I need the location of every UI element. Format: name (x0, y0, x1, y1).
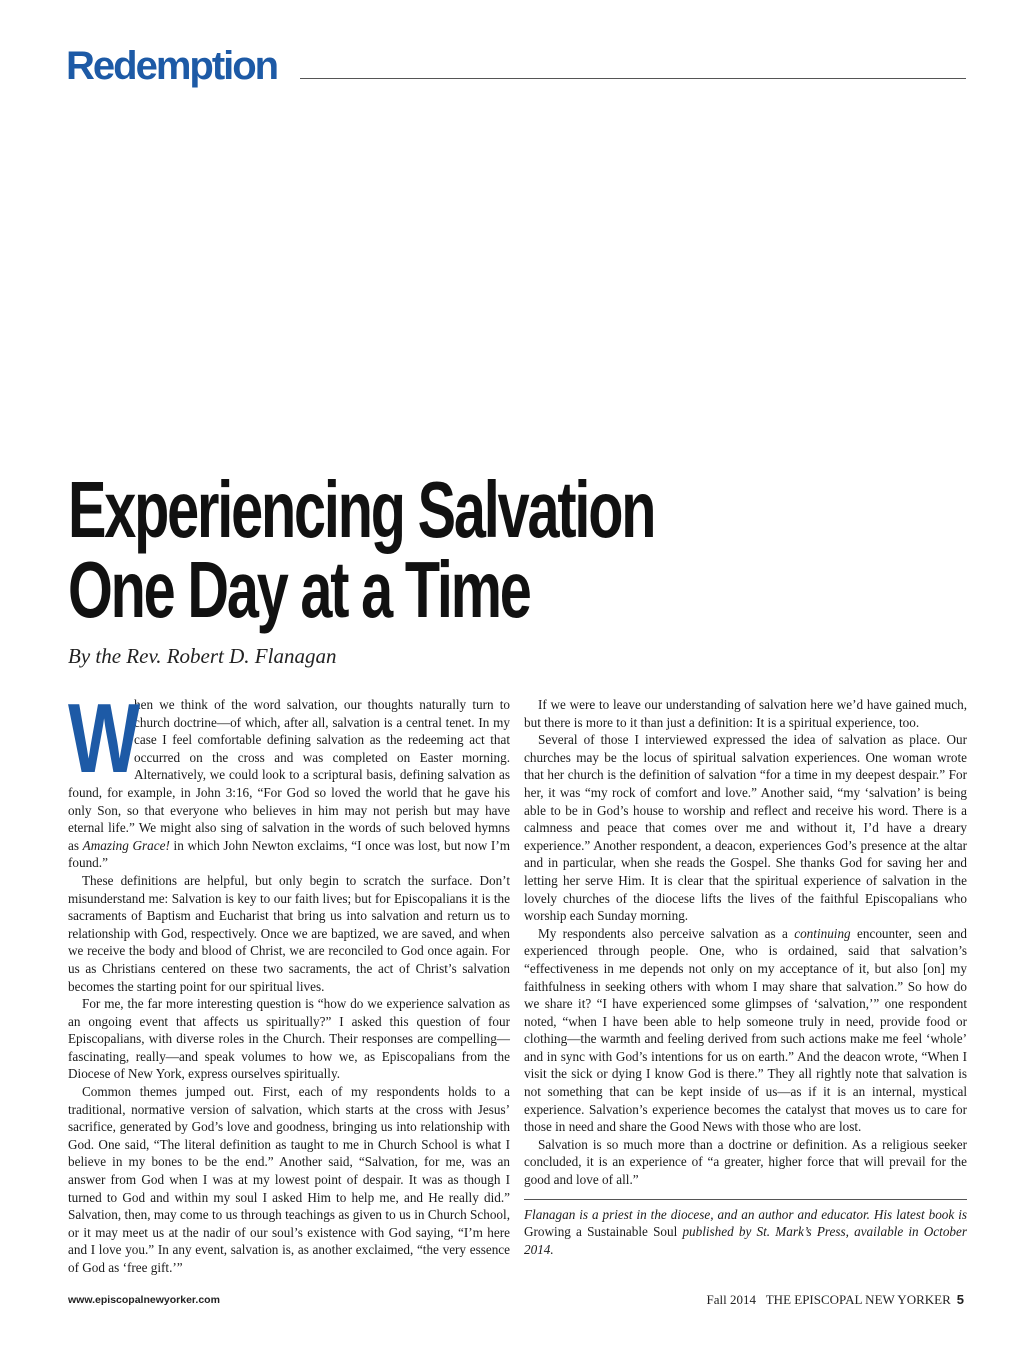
section-header (66, 42, 966, 90)
paragraph-text: hen we think of the word salvation, our thoughts naturally turn to church doctrine—of which, after all, salvation is a central tenet. In my case I feel comfortable defining salvation as the redeeming act that occurred on the cross and was completed on Easter morning. Alternatively, we could look to a scriptural basis, defining salvation as found, for example, in John 3:16, “For God so loved the world that he gave his only Son, so that everyone who believes in him may not perish but may have eternal life.” We might also sing of salvation in the words of such beloved hymns as (68, 697, 510, 853)
article-paragraph (68, 683, 510, 872)
footer-publication: THE EPISCOPAL NEW YORKER (765, 1292, 951, 1307)
paragraph-text: encounter, seen and experienced through people. One, who is ordained, said that salvation’s “effectiveness in me depends not only on my acceptance of it, but also [on] my faithfulness in seeking others with whom I may share that salvation.” So how do we share it? “I have experienced some glimpses of ‘salvation,’” one respondent noted, “when I have been able to help someone truly in need, provide food or clothing—the warmth and feeling derived from such actions make me feel ‘whole’ and in sync with God’s intentions for us on earth.” And the deacon wrote, “When I visit the sick or dying I know God is there.” They all rightly note that salvation is not something that can be kept inside of us—as if it is an internal, mystical experience. Salvation’s experience becomes the catalyst that moves us to care for those in need and share the Good News with those who are lost. (524, 925, 967, 1135)
paragraph-text: My respondents also perceive salvation as a (538, 925, 795, 941)
section-title: Redemption (66, 44, 278, 88)
article-paragraph: Salvation is so much more than a doctrine or definition. As a religious seeker concluded, it is an experience of “a greater, higher force that will prevail for the good and love of all.” (524, 1136, 967, 1188)
footer-url[interactable]: www.episcopalnewyorker.com (68, 1294, 220, 1306)
paragraph-text: in which John Newton exclaims, “I once was lost, but now I’m found.” (68, 837, 510, 871)
headline-line-1: Experiencing Salvation (68, 465, 655, 554)
bio-rule (524, 1199, 967, 1200)
page-number: 5 (956, 1292, 964, 1307)
headline-line-2: One Day at a Time (68, 545, 530, 634)
bio-text: published by St. Mark’s Press, available in October 2014. (524, 1224, 968, 1257)
emphasis: continuing (794, 925, 851, 941)
article-paragraph (524, 925, 967, 1136)
article-paragraph: Common themes jumped out. First, each of my respondents holds to a traditional, normative version of salvation, which starts at the cross with Jesus’ sacrifice, generated by God’s love and goodness, bringing us into relationship with God. One said, “The literal definition as taught to me in Church School is what I believe in my bones to be the end.” Another said, “Salvation, for me, was an answer from God when I was at my lowest point of despair. It was as though I turned to God and within my soul I asked Him to help me, and He really did.” Salvation, then, may come to us through teachings as given to us in Church School, or it may meet us at the nadir of our soul’s existence with God saying, “I’m here and I love you.” In any event, salvation is, as another exclaimed, “the very essence of God as ‘free gift.’” (68, 1084, 510, 1275)
author-bio (524, 1206, 967, 1259)
footer-issue: Fall 2014 (706, 1292, 756, 1307)
book-title: Growing a Sustainable Soul (524, 1224, 678, 1240)
section-rule (300, 78, 966, 79)
headline (68, 465, 655, 634)
drop-cap: W (68, 683, 141, 793)
article-paragraph: Several of those I interviewed expressed the idea of salvation as place. Our churches may be the locus of spiritual salvation experiences. One woman wrote that her church is the definition of salvation “for a time in my deepest despair.” For her, it was “my rock of comfort and love.” Another said, “my ‘salvation’ is being able to be in God’s house to worship and reflect and receive his word. There is a calmness and peace that comes over me and without it, I’d have a dreary experience.” Another respondent, a deacon, experiences God’s presence at the altar and in particular, when she reads the Gospel. She thanks God for saving her and letting her serve Him. It is clear that the spiritual experience of salvation in the lovely churches of the diocese lifts the lives of the faithful Episcopalians who worship each Sunday morning. (524, 732, 967, 924)
bio-text: Flanagan is a priest in the diocese, and an author and educator. His latest book is (524, 1206, 967, 1222)
article-paragraph: For me, the far more interesting question is “how do we experience salvation as an ongoing event that affects us spiritually?” I asked this question of four Episcopalians, with diverse roles in the Church. Their responses are compelling—fascinating, really—and speak volumes to how we, as Episcopalians from the Diocese of New York, express ourselves spiritually. (68, 996, 510, 1082)
article-column-left (68, 683, 510, 1277)
byline: By the Rev. Robert D. Flanagan (68, 644, 337, 668)
article-paragraph: These definitions are helpful, but only begin to scratch the surface. Don’t misunderstand me: Salvation is key to our faith lives; but for Episcopalians it is the sacraments of Baptism and Eucharist that bring us into salvation and return us to relationship with God, respectively. Once we are baptized, we are saved, and when we receive the body and blood of Christ, we are reconciled to God once again. For us as Christians centered on these two sacraments, the act of Christ’s salvation becomes the starting point for our spiritual lives. (68, 872, 510, 994)
footer-folio (707, 1292, 965, 1308)
hymn-title: Amazing Grace! (82, 837, 170, 853)
article-column-right (524, 696, 967, 1258)
article-paragraph: If we were to leave our understanding of salvation here we’d have gained much, but there is more to it than just a definition: It is a spiritual experience, too. (524, 697, 967, 730)
